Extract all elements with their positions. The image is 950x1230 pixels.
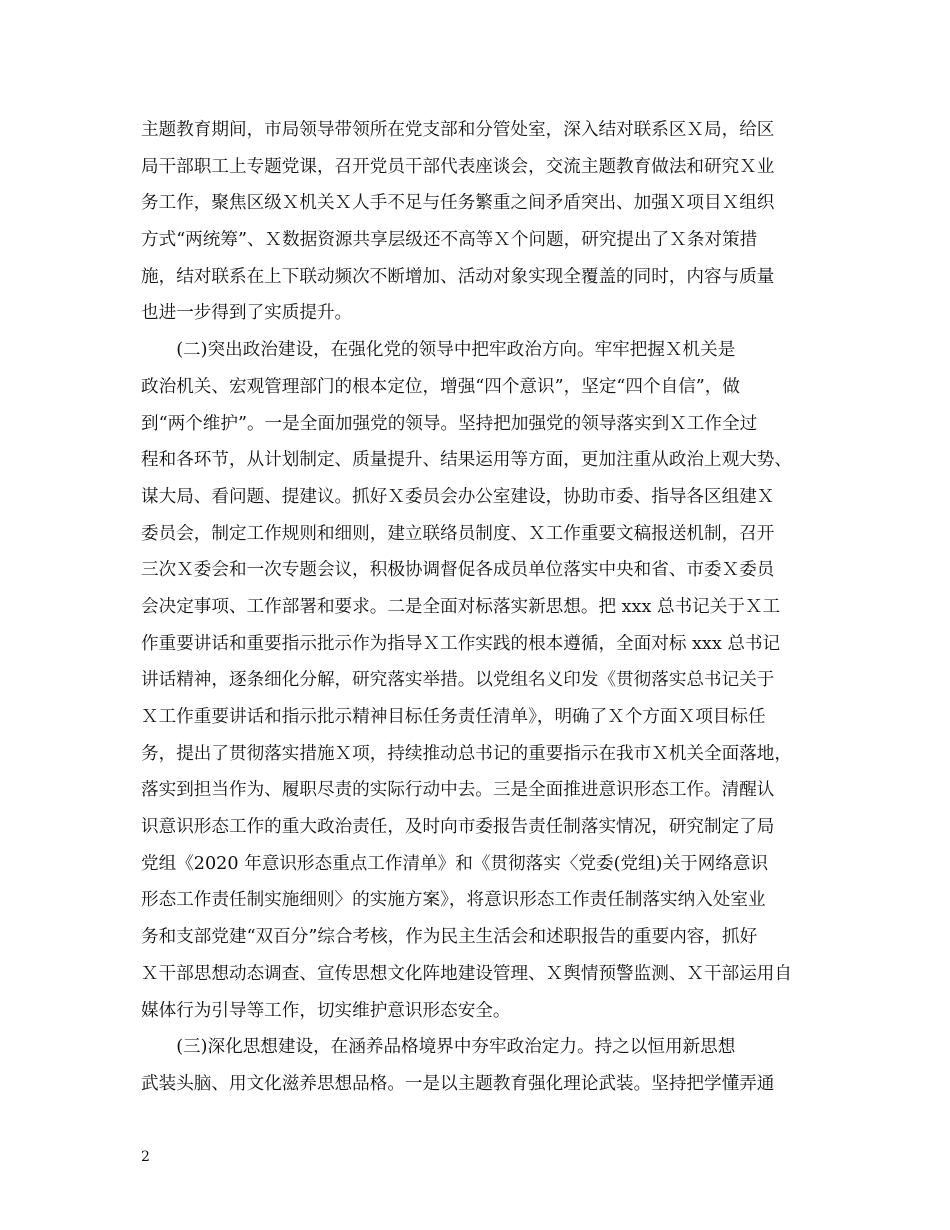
text-line: (二)突出政治建设，在强化党的领导中把牢政治方向。牢牢把握Ｘ机关是 xyxy=(141,340,736,361)
text-line: 务工作，聚焦区级Ｘ机关Ｘ人手不足与任务繁重之间矛盾突出、加强Ｘ项目Ｘ组织 xyxy=(141,193,775,214)
text-line: 局干部职工上专题党课，召开党员干部代表座谈会，交流主题教育做法和研究Ｘ业 xyxy=(141,156,775,177)
text-line: Ｘ工作重要讲话和指示批示精神目标任务责任清单》，明确了Ｘ个方面Ｘ项目标任 xyxy=(141,707,766,727)
text-line: 三次Ｘ委会和一次专题会议，积极协调督促各成员单位落实中央和省、市委Ｘ委员 xyxy=(141,560,775,581)
text-line: 党组《2020 年意识形态重点工作清单》和《贯彻落实〈党委(党组)关于网络意识 xyxy=(141,853,769,874)
text-line: 媒体行为引导等工作，切实维护意识形态安全。 xyxy=(141,1000,511,1021)
text-line: 谋大局、看问题、提建议。抓好Ｘ委员会办公室建设，协助市委、指导各区组建Ｘ xyxy=(141,486,775,507)
text-line: 到“两个维护”。一是全面加强党的领导。坚持把加强党的领导落实到Ｘ工作全过 xyxy=(141,413,758,434)
text-line: 会决定事项、工作部署和要求。二是全面对标落实新思想。把 xxx 总书记关于Ｘ工 xyxy=(141,596,781,617)
text-line: 落实到担当作为、履职尽责的实际行动中去。三是全面推进意识形态工作。清醒认 xyxy=(141,780,775,801)
text-line: 形态工作责任制实施细则〉的实施方案》，将意识形态工作责任制落实纳入处室业 xyxy=(141,890,766,911)
text-line: (三)深化思想建设，在涵养品格境界中夯牢政治定力。持之以恒用新思想 xyxy=(141,1037,736,1058)
body-text xyxy=(141,112,831,1103)
text-line: 施，结对联系在上下联动频次不断增加、活动对象实现全覆盖的同时，内容与质量 xyxy=(141,266,775,287)
text-line: 政治机关、宏观管理部门的根本定位，增强“四个意识”，坚定“四个自信”，做 xyxy=(141,376,740,397)
page-number: 2 xyxy=(141,1149,150,1165)
text-line: 程和各环节，从计划制定、质量提升、结果运用等方面，更加注重从政治上观大势、 xyxy=(141,450,792,471)
text-line: 讲话精神，逐条细化分解，研究落实举措。以党组名义印发《贯彻落实总书记关于 xyxy=(141,670,775,691)
text-line: 作重要讲话和重要指示批示作为指导Ｘ工作实践的根本遵循，全面对标 xxx 总书记 xyxy=(141,633,781,654)
text-line: 方式“两统筹”、Ｘ数据资源共享层级还不高等Ｘ个问题，研究提出了Ｘ条对策措 xyxy=(141,230,758,251)
text-line: 务，提出了贯彻落实措施Ｘ项，持续推动总书记的重要指示在我市Ｘ机关全面落地， xyxy=(141,743,792,764)
text-line: 也进一步得到了实质提升。 xyxy=(141,303,353,324)
text-line: 主题教育期间，市局领导带领所在党支部和分管处室，深入结对联系区Ｘ局，给区 xyxy=(141,120,775,140)
text-line: 委员会，制定工作规则和细则，建立联络员制度、Ｘ工作重要文稿报送机制，召开 xyxy=(141,523,775,544)
text-line: 武装头脑、用文化滋养思想品格。一是以主题教育强化理论武装。坚持把学懂弄通 xyxy=(141,1073,775,1094)
text-line: 识意识形态工作的重大政治责任，及时向市委报告责任制落实情况，研究制定了局 xyxy=(141,817,775,838)
text-line: Ｘ干部思想动态调查、宣传思想文化阵地建设管理、Ｘ舆情预警监测、Ｘ干部运用自 xyxy=(141,963,792,984)
text-line: 务和支部党建“双百分”综合考核，作为民主生活会和述职报告的重要内容，抓好 xyxy=(141,927,758,948)
